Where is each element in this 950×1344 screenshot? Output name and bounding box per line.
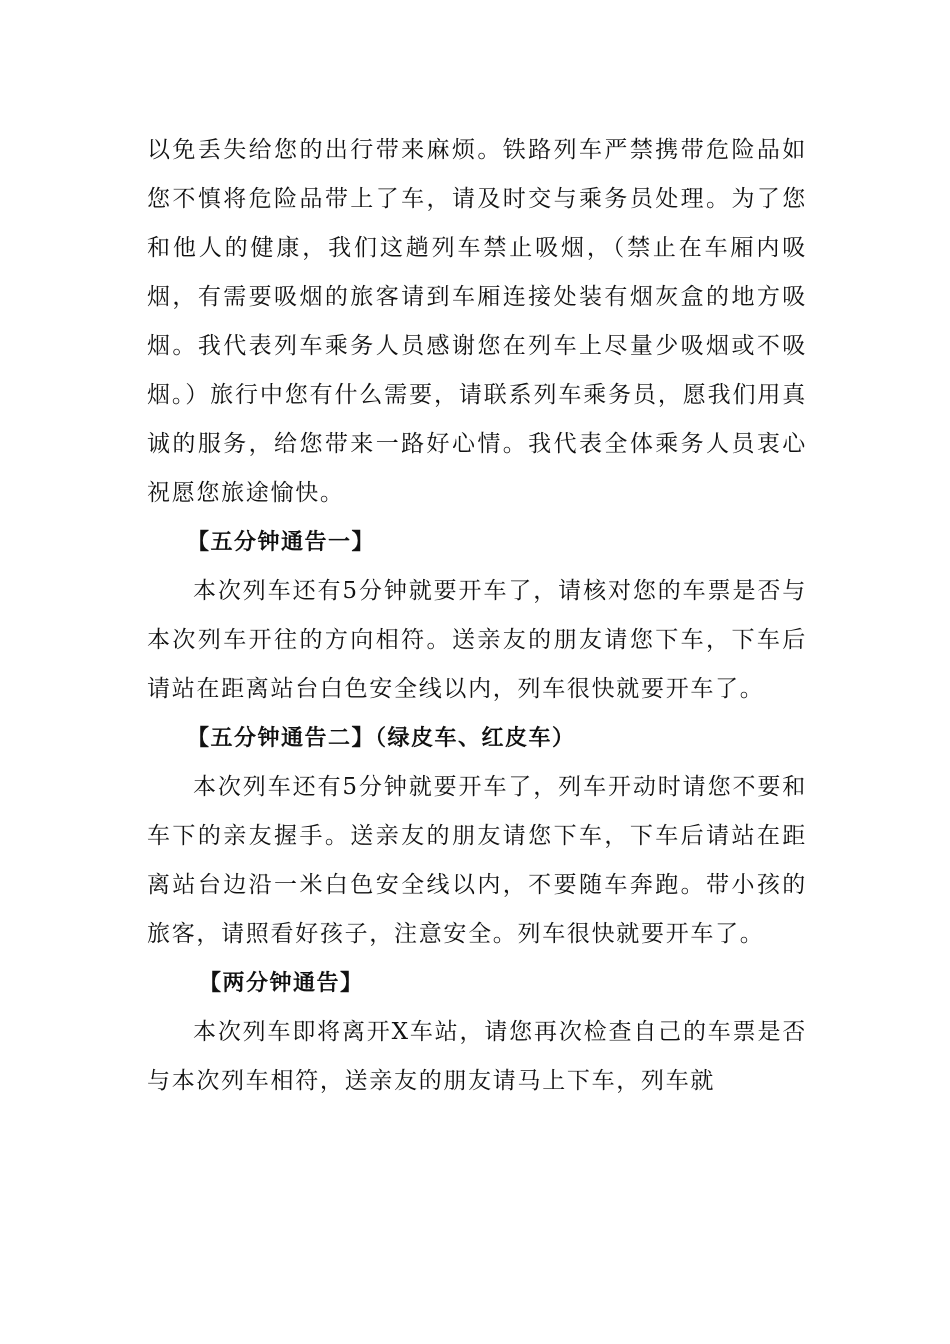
document-body	[147, 126, 807, 1106]
section-heading-two-minute-notice: 【两分钟通告】	[199, 971, 364, 996]
five-minute-notice-2-paragraph: 本次列车还有5分钟就要开车了，列车开动时请您不要和车下的亲友握手。送亲友的朋友请您下车，下车后请站在距离站台边沿一米白色安全线以内，不要随车奔跑。带小孩的旅客，请照看好孩子，注意安全。列车很快就要开车了。	[147, 774, 807, 947]
two-minute-notice-paragraph: 本次列车即将离开X车站，请您再次检查自己的车票是否与本次列车相符，送亲友的朋友请马上下车，列车就	[147, 1019, 807, 1094]
section-heading-five-minute-notice-1: 【五分钟通告一】	[187, 530, 376, 555]
section-heading-five-minute-notice-2: 【五分钟通告二】（绿皮车、红皮车）	[187, 726, 576, 751]
intro-paragraph: 以免丢失给您的出行带来麻烦。铁路列车严禁携带危险品如您不慎将危险品带上了车，请及时交与乘务员处理。为了您和他人的健康，我们这趟列车禁止吸烟，（禁止在车厢内吸烟，有需要吸烟的旅客请到车厢连接处装有烟灰盒的地方吸烟。我代表列车乘务人员感谢您在列车上尽量少吸烟或不吸烟。）旅行中您有什么需要，请联系列车乘务员，愿我们用真诚的服务，给您带来一路好心情。我代表全体乘务人员衷心祝愿您旅途愉快。	[147, 137, 807, 506]
five-minute-notice-1-paragraph: 本次列车还有5分钟就要开车了，请核对您的车票是否与本次列车开往的方向相符。送亲友的朋友请您下车，下车后请站在距离站台白色安全线以内，列车很快就要开车了。	[147, 578, 807, 702]
